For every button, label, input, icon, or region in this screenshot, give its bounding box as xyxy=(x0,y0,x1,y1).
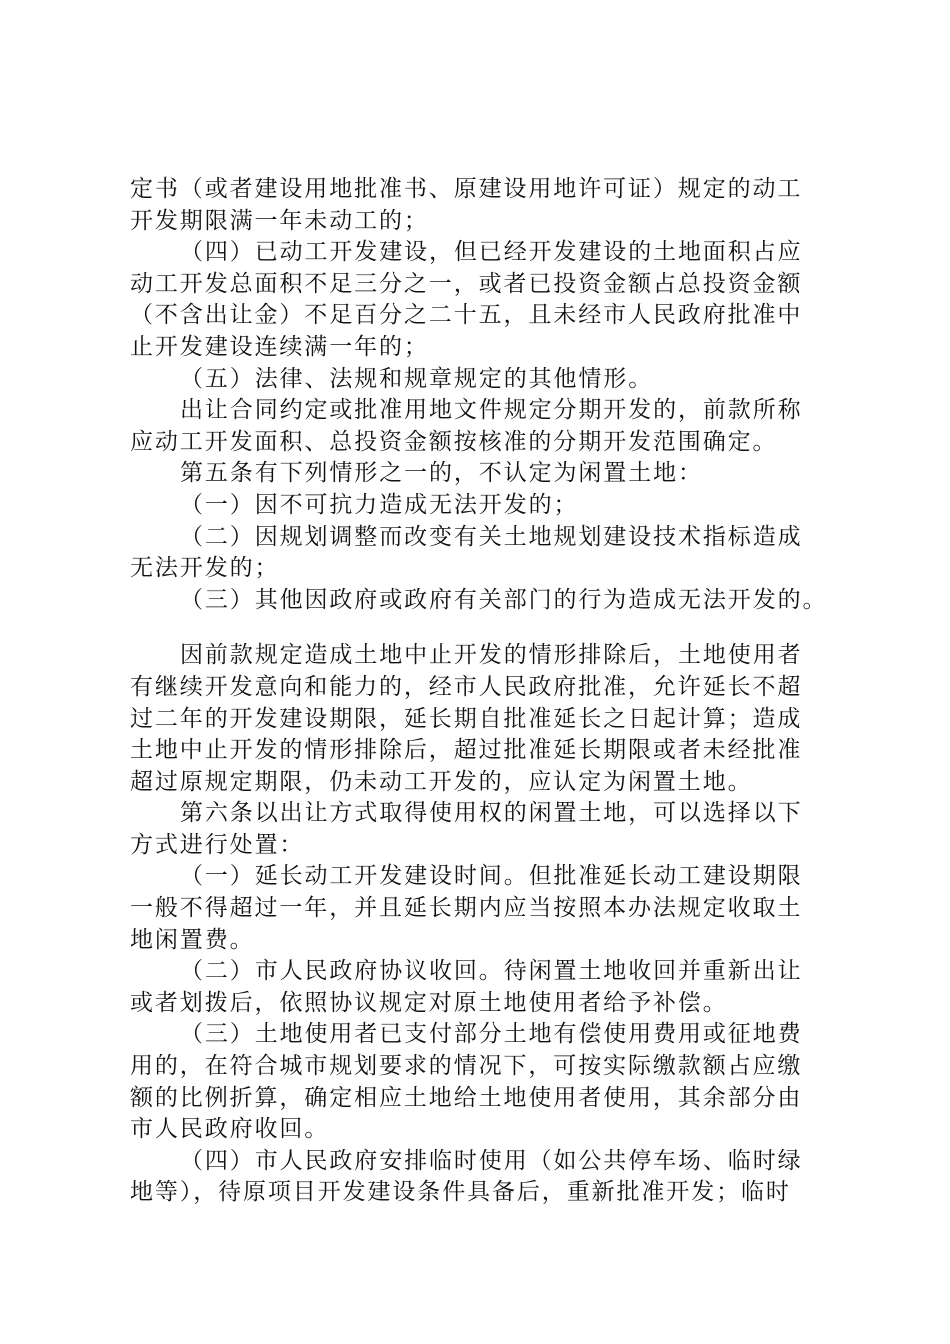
text-line: 出让合同约定或批准用地文件规定分期开发的，前款所称 xyxy=(180,397,803,424)
text-line: 超过原规定期限，仍未动工开发的，应认定为闲置土地。 xyxy=(130,768,753,795)
text-line: （五）法律、法规和规章规定的其他情形。 xyxy=(180,365,654,392)
text-line: 地闲置费。 xyxy=(130,926,255,953)
text-line: （不含出让金）不足百分之二十五，且未经市人民政府批准中 xyxy=(130,302,803,329)
text-line: 应动工开发面积、总投资金额按核准的分期开发范围确定。 xyxy=(130,428,778,455)
text-line: （二）市人民政府协议收回。待闲置土地收回并重新出让 xyxy=(180,958,803,985)
document-body xyxy=(130,174,840,1209)
text-line: （一）延长动工开发建设时间。但批准延长动工建设期限 xyxy=(180,863,803,890)
text-line: 或者划拨后，依照协议规定对原土地使用者给予补偿。 xyxy=(130,989,728,1016)
text-line: 方式进行处置： xyxy=(130,831,305,858)
text-line: 因前款规定造成土地中止开发的情形排除后，土地使用者 xyxy=(180,642,803,669)
text-line: 无法开发的； xyxy=(130,555,280,582)
text-line: 地等），待原项目开发建设条件具备后，重新批准开发；临时 xyxy=(130,1179,791,1206)
text-line: 定书（或者建设用地批准书、原建设用地许可证）规定的动工 xyxy=(130,176,803,202)
text-line: 第五条有下列情形之一的，不认定为闲置土地： xyxy=(180,460,703,487)
text-line: 用的，在符合城市规划要求的情况下，可按实际缴款额占应缴 xyxy=(130,1053,803,1080)
text-line: 市人民政府收回。 xyxy=(130,1116,330,1143)
text-line: （四）已动工开发建设，但已经开发建设的土地面积占应 xyxy=(180,239,803,266)
text-line: （一）因不可抗力造成无法开发的； xyxy=(180,491,579,518)
text-line: 动工开发总面积不足三分之一，或者已投资金额占总投资金额 xyxy=(130,270,803,297)
text-line: 第六条以出让方式取得使用权的闲置土地，可以选择以下 xyxy=(180,800,803,827)
text-line: 有继续开发意向和能力的，经市人民政府批准，允许延长不超 xyxy=(130,673,803,700)
text-line: 开发期限满一年未动工的； xyxy=(130,207,429,234)
text-line: 止开发建设连续满一年的； xyxy=(130,333,429,360)
text-line: 过二年的开发建设期限，延长期自批准延长之日起计算；造成 xyxy=(130,705,803,732)
text-line: 额的比例折算，确定相应土地给土地使用者使用，其余部分由 xyxy=(130,1084,803,1111)
text-line: （四）市人民政府安排临时使用（如公共停车场、临时绿 xyxy=(180,1147,803,1174)
text-line: （二）因规划调整而改变有关土地规划建设技术指标造成 xyxy=(180,523,803,550)
text-line: 一般不得超过一年，并且延长期内应当按照本办法规定收取土 xyxy=(130,895,803,922)
text-line: 土地中止开发的情形排除后，超过批准延长期限或者未经批准 xyxy=(130,737,803,764)
text-line: （三）其他因政府或政府有关部门的行为造成无法开发的。 xyxy=(180,586,828,613)
text-line: （三）土地使用者已支付部分土地有偿使用费用或征地费 xyxy=(180,1021,803,1048)
paragraph-spacer xyxy=(130,616,840,640)
